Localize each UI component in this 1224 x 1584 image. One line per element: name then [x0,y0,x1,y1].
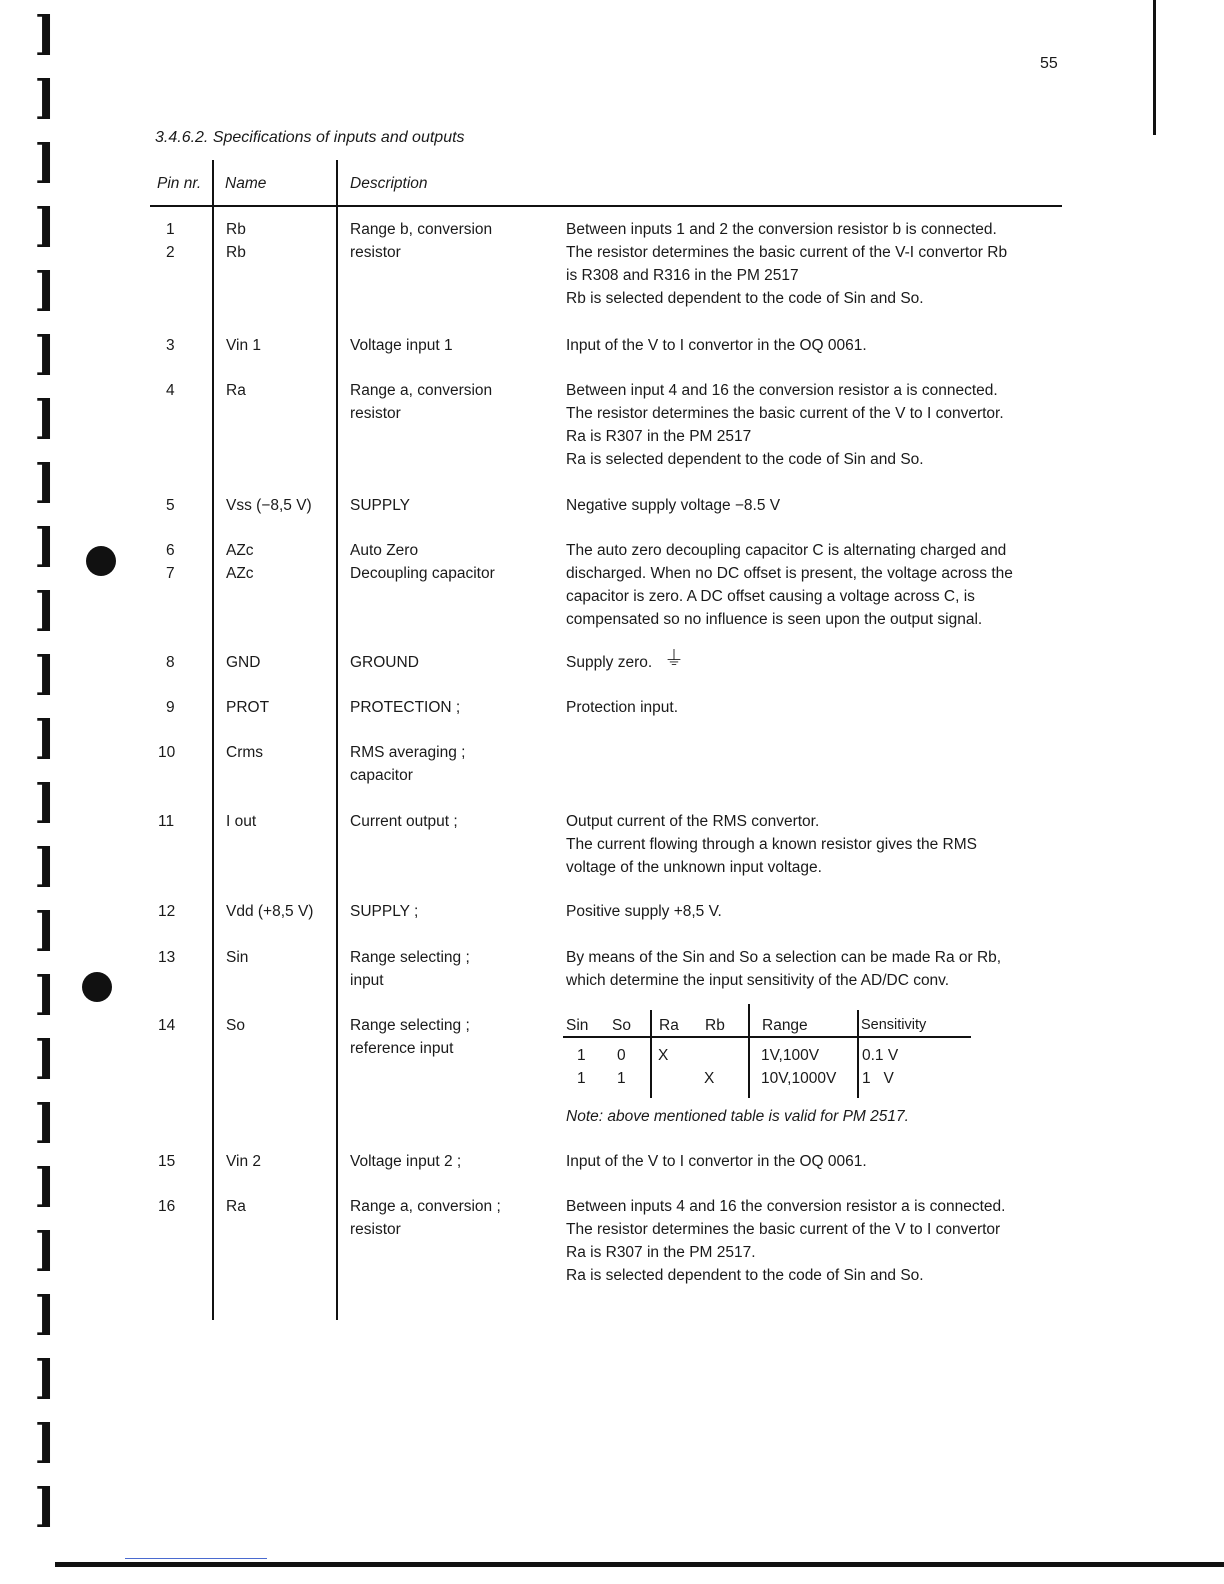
binder-bracket: ] [34,838,56,892]
pin-description: Range selecting ; [350,949,470,966]
range-r1-ra: X [658,1047,669,1064]
header-description: Description [350,175,428,192]
pin-description: PROTECTION ; [350,699,461,716]
pin-description: GROUND [350,654,419,671]
pin-detail-line: Between inputs 1 and 2 the conversion resistor b is connected. [566,221,997,238]
header-name: Name [225,175,267,192]
pin-name: Crms [226,744,264,761]
pin-detail-line: discharged. When no DC offset is present, the voltage across the [566,565,1013,582]
pin-name: Vss (−8,5 V) [226,497,312,514]
punch-hole [82,972,112,1002]
pin-description: Range a, conversion ; [350,1198,501,1215]
column-rule-pin [212,160,214,1320]
binder-bracket: ] [34,966,56,1020]
binder-bracket: ] [34,1222,56,1276]
pin-name: Sin [226,949,249,966]
binder-bracket: ] [34,1094,56,1148]
binder-bracket: ] [34,902,56,956]
pin-description: Range b, conversion [350,221,493,238]
scan-artifact-line [125,1558,267,1559]
page-edge-right [1153,0,1156,135]
range-r2-rb: X [704,1070,715,1087]
binder-bracket: ] [34,518,56,572]
range-rule-3 [857,1010,859,1098]
binder-bracket: ] [34,582,56,636]
range-header-sensitivity: Sensitivity [861,1017,927,1033]
binder-bracket: ] [34,6,56,60]
pin-description: Range a, conversion [350,382,493,399]
pin-detail-line: capacitor is zero. A DC offset causing a voltage across C, is [566,588,975,605]
pin-description: reference input [350,1040,454,1057]
pin-name: PROT [226,699,270,716]
pin-detail-line: is R308 and R316 in the PM 2517 [566,267,799,284]
range-header-ra: Ra [659,1017,679,1034]
range-r1-sin: 1 [577,1047,586,1064]
pin-name: I out [226,813,257,830]
pin-detail-line: Input of the V to I convertor in the OQ 0061. [566,1153,867,1170]
pin-name: Vdd (+8,5 V) [226,903,314,920]
binder-bracket: ] [34,262,56,316]
pin-detail-line: The resistor determines the basic current of the V-I convertor Rb [566,244,1008,261]
binder-bracket: ] [34,646,56,700]
section-title: 3.4.6.2. Specifications of inputs and outputs [155,129,465,146]
pin-description: resistor [350,1221,401,1238]
pin-description: input [350,972,384,989]
pin-detail-line: Ra is R307 in the PM 2517 [566,428,752,445]
pin-number: 7 [166,565,175,582]
binder-bracket: ] [34,1414,56,1468]
pin-name: So [226,1017,245,1034]
pin-description: Auto Zero [350,542,419,559]
pin-number: 10 [158,744,176,761]
pin-number: 11 [158,813,175,830]
range-header-rule [563,1036,971,1038]
binder-bracket: ] [34,198,56,252]
binder-bracket: ] [34,1158,56,1212]
pin-name: AZc [226,565,254,582]
pin-name: Vin 2 [226,1153,262,1170]
pin-description: SUPPLY [350,497,411,514]
range-table-note: Note: above mentioned table is valid for PM 2517. [566,1108,909,1125]
header-pin: Pin nr. [157,175,202,192]
pin-detail-line: compensated so no influence is seen upon the output signal. [566,611,983,628]
pin-description: Voltage input 2 ; [350,1153,462,1170]
range-header-rb: Rb [705,1017,725,1034]
pin-description: Current output ; [350,813,458,830]
binder-bracket: ] [34,1286,56,1340]
pin-number: 4 [166,382,175,399]
pin-number: 8 [166,654,175,671]
pin-detail-line: The resistor determines the basic current of the V to I convertor [566,1221,1001,1238]
pin-detail-line: The resistor determines the basic current of the V to I convertor. [566,405,1004,422]
pin-number: 13 [158,949,176,966]
range-header-sin: Sin [566,1017,589,1034]
page-edge-bottom [55,1562,1224,1567]
pin-detail-line: The current flowing through a known resistor gives the RMS [566,836,977,853]
pin-detail-line: Output current of the RMS convertor. [566,813,820,830]
page-number: 55 [1040,55,1058,72]
pin-description: Range selecting ; [350,1017,470,1034]
pin-detail-line: voltage of the unknown input voltage. [566,859,822,876]
pin-name: Rb [226,221,246,238]
binder-bracket: ] [34,1030,56,1084]
binder-bracket: ] [34,1350,56,1404]
pin-name: Rb [226,244,246,261]
pin-number: 14 [158,1017,176,1034]
range-rule-2 [748,1004,750,1098]
binder-bracket: ] [34,774,56,828]
range-header-range: Range [762,1017,808,1034]
pin-description: Voltage input 1 [350,337,453,354]
pin-detail-line: Between input 4 and 16 the conversion resistor a is connected. [566,382,998,399]
pin-number: 3 [166,337,175,354]
range-r1-sensitivity: 0.1 V [862,1047,899,1064]
binder-bracket: ] [34,70,56,124]
pin-detail-line: Ra is R307 in the PM 2517. [566,1244,756,1261]
pin-number: 16 [158,1198,176,1215]
pin-detail-line: Input of the V to I convertor in the OQ 0061. [566,337,867,354]
pin-description: SUPPLY ; [350,903,419,920]
pin-number: 15 [158,1153,176,1170]
range-r2-range: 10V,1000V [761,1070,837,1087]
pin-detail-line: By means of the Sin and So a selection can be made Ra or Rb, [566,949,1002,966]
binder-bracket: ] [34,134,56,188]
pin-detail-line: Rb is selected dependent to the code of Sin and So. [566,290,924,307]
range-r2-sensitivity: 1 V [862,1070,894,1087]
pin-name: AZc [226,542,254,559]
binder-bracket: ] [34,390,56,444]
pin-detail-line: Supply zero. [566,654,653,671]
column-rule-name [336,160,338,1320]
pin-description: resistor [350,244,401,261]
binder-bracket: ] [34,454,56,508]
pin-detail-line: Positive supply +8,5 V. [566,903,722,920]
pin-number: 1 [166,221,175,238]
pin-number: 2 [166,244,175,261]
header-rule [150,205,1062,207]
pin-name: GND [226,654,261,671]
pin-detail-line: Protection input. [566,699,679,716]
pin-description: RMS averaging ; [350,744,466,761]
binder-bracket: ] [34,710,56,764]
pin-detail-line: Ra is selected dependent to the code of Sin and So. [566,451,924,468]
pin-name: Ra [226,1198,246,1215]
pin-number: 5 [166,497,175,514]
pin-detail-line: which determine the input sensitivity of the AD/DC conv. [566,972,950,989]
pin-name: Ra [226,382,246,399]
pin-detail-line: Negative supply voltage −8.5 V [566,497,781,514]
pin-description: resistor [350,405,401,422]
range-r1-range: 1V,100V [761,1047,820,1064]
pin-number: 12 [158,903,176,920]
pin-description: Decoupling capacitor [350,565,495,582]
range-r2-so: 1 [617,1070,626,1087]
range-header-so: So [612,1017,631,1034]
pin-detail-line: The auto zero decoupling capacitor C is alternating charged and [566,542,1007,559]
pin-number: 6 [166,542,175,559]
pin-name: Vin 1 [226,337,262,354]
range-rule-1 [650,1010,652,1098]
punch-hole [86,546,116,576]
pin-number: 9 [166,699,175,716]
range-r2-sin: 1 [577,1070,586,1087]
ground-symbol-icon: ⏚ [664,648,684,670]
pin-detail-line: Ra is selected dependent to the code of Sin and So. [566,1267,924,1284]
binder-bracket: ] [34,326,56,380]
binder-bracket: ] [34,1478,56,1532]
range-r1-so: 0 [617,1047,626,1064]
pin-detail-line: Between inputs 4 and 16 the conversion resistor a is connected. [566,1198,1006,1215]
pin-description: capacitor [350,767,413,784]
